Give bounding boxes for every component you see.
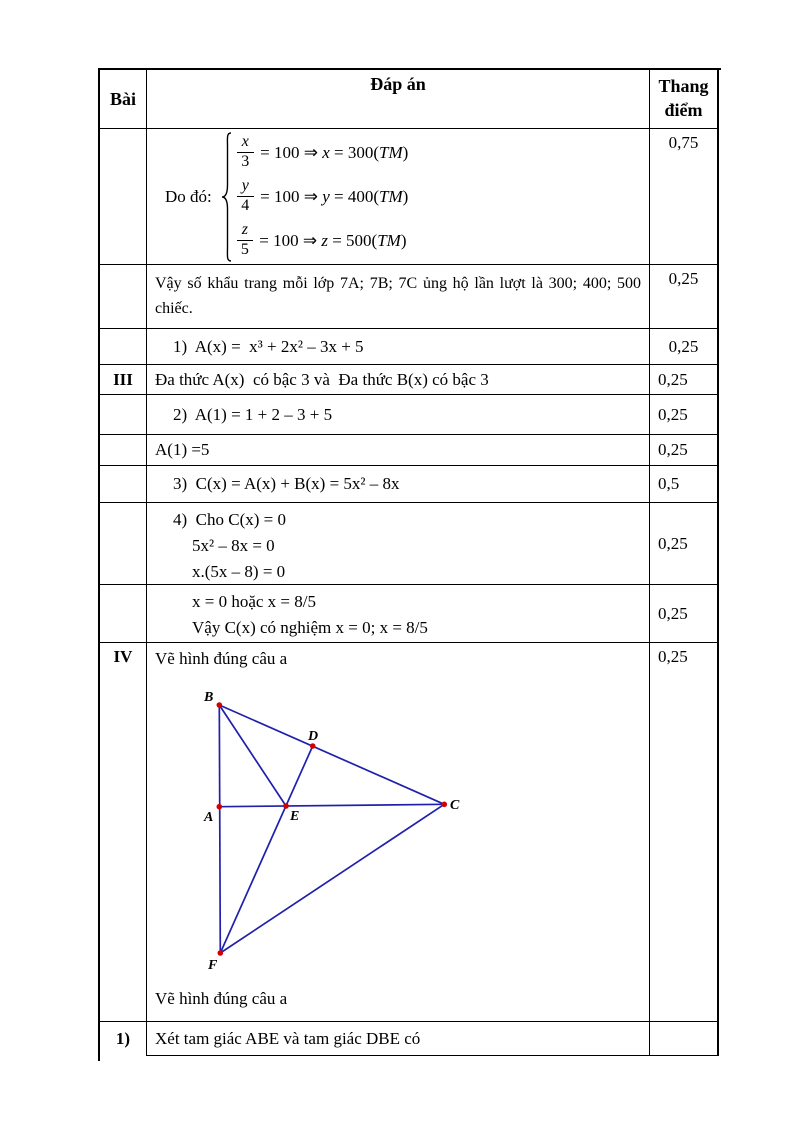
equation-variable: z xyxy=(321,230,328,250)
equation-tm: TM xyxy=(377,230,401,250)
equation-close: ) xyxy=(400,230,407,250)
score-cell xyxy=(650,466,719,503)
poly-a-cell xyxy=(147,329,650,365)
point-C xyxy=(442,802,448,808)
fraction-numerator: x xyxy=(237,134,254,153)
figure-cell xyxy=(147,643,650,1022)
triangles-cell xyxy=(147,1022,650,1056)
score-value: 0,25 xyxy=(658,647,688,666)
a-equals-5-cell xyxy=(147,435,650,466)
equation-close: ) xyxy=(402,142,409,162)
point-A xyxy=(217,804,223,810)
c-of-x-text: 3) C(x) = A(x) + B(x) = 5x² – 8x xyxy=(173,474,400,493)
equation-result: = 500( xyxy=(327,230,378,250)
equation-tm: TM xyxy=(379,142,403,162)
equation-variable: x xyxy=(322,142,330,162)
score-value: 0,5 xyxy=(658,474,680,493)
row-equation-system xyxy=(100,129,721,265)
answer-key-table xyxy=(98,68,721,1056)
equation-line-x xyxy=(237,131,409,175)
table-header-row xyxy=(100,70,721,129)
roots-line1: x = 0 hoặc x = 8/5 xyxy=(192,592,316,611)
score-cell xyxy=(650,365,719,395)
row-c-of-x xyxy=(100,466,721,503)
degree-cell xyxy=(147,365,650,395)
row-conclusion xyxy=(100,265,721,329)
point-label-D: D xyxy=(308,729,319,744)
equation-result: = 300( xyxy=(329,142,379,162)
bai-label: 1) xyxy=(115,1029,131,1048)
table-left-border-stub xyxy=(98,1054,100,1061)
triangles-text: Xét tam giác ABE và tam giác DBE có xyxy=(155,1028,421,1048)
solve-cell xyxy=(147,503,650,585)
fraction-denominator: 4 xyxy=(241,197,250,214)
fraction-denominator: 5 xyxy=(240,241,249,258)
roots-cell xyxy=(147,585,650,643)
score-value: 0,25 xyxy=(658,603,688,623)
score-value: 0,75 xyxy=(668,133,699,152)
score-value: 0,25 xyxy=(658,404,688,424)
row-figure xyxy=(100,643,721,1022)
equation-system-cell xyxy=(147,129,650,265)
point-label-A: A xyxy=(204,810,214,825)
score-cell xyxy=(650,329,719,365)
c-of-x-cell xyxy=(147,466,650,503)
bai-cell-empty xyxy=(100,585,147,643)
bai-cell-empty xyxy=(100,329,147,365)
a-equals-5-text: A(1) =5 xyxy=(155,440,210,459)
score-cell xyxy=(650,395,719,435)
row-degree xyxy=(100,365,721,395)
bai-cell-1 xyxy=(100,1022,147,1056)
row-triangles xyxy=(100,1022,721,1056)
bai-cell-empty xyxy=(100,265,147,329)
equation-tm: TM xyxy=(379,186,403,206)
equation-mid: = 100 ⇒ xyxy=(255,142,323,162)
conclusion-line2: chiếc. xyxy=(155,300,193,317)
fraction-y-4 xyxy=(237,178,254,215)
fraction-numerator: y xyxy=(237,178,254,197)
bai-cell-empty xyxy=(100,466,147,503)
figure-wrapper xyxy=(161,682,649,980)
row-a-equals-5 xyxy=(100,435,721,466)
score-value: 0,25 xyxy=(668,269,699,288)
equation-lead-text: Do đó: xyxy=(165,186,212,206)
figure-caption-top: Vẽ hình đúng câu a xyxy=(155,649,288,668)
row-solve xyxy=(100,503,721,585)
bai-label: III xyxy=(113,369,133,389)
fraction-denominator: 3 xyxy=(241,153,250,170)
point-label-F: F xyxy=(208,958,218,973)
equation-mid: = 100 ⇒ xyxy=(254,230,322,250)
geometry-figure xyxy=(161,682,491,980)
curly-brace-icon xyxy=(219,131,233,263)
equation-mid: = 100 ⇒ xyxy=(255,186,323,206)
fraction-x-3 xyxy=(237,134,254,171)
bai-cell-empty xyxy=(100,129,147,265)
degree-text: Đa thức A(x) có bậc 3 và Đa thức B(x) có bậc 3 xyxy=(155,369,489,389)
header-cell-dapan xyxy=(147,70,650,129)
equation-line-y xyxy=(237,175,409,219)
conclusion-cell xyxy=(147,265,650,329)
equation-line-z xyxy=(237,219,409,263)
bai-cell-empty xyxy=(100,395,147,435)
point-F xyxy=(218,950,224,956)
score-value: 0,25 xyxy=(668,336,699,356)
row-roots xyxy=(100,585,721,643)
solve-line1: 4) Cho C(x) = 0 xyxy=(173,510,286,529)
equation-close: ) xyxy=(402,186,409,206)
figure-caption-bottom: Vẽ hình đúng câu a xyxy=(155,989,288,1008)
score-cell xyxy=(650,129,719,265)
point-D xyxy=(310,743,316,749)
point-E xyxy=(283,803,289,809)
header-dapan-label: Đáp án xyxy=(370,74,426,94)
a-of-1-cell xyxy=(147,395,650,435)
point-label-E: E xyxy=(290,809,300,824)
fraction-z-5 xyxy=(237,222,253,259)
header-bai-label: Bài xyxy=(109,88,136,109)
bai-cell-empty xyxy=(100,435,147,466)
header-cell-thang-diem xyxy=(650,70,719,129)
conclusion-line1: Vậy số khẩu trang mỗi lớp 7A; 7B; 7C ủng hộ lần lượt là 300; 400; 500 xyxy=(155,275,641,292)
point-B xyxy=(217,702,223,708)
line-BF xyxy=(219,705,220,953)
fraction-numerator: z xyxy=(237,222,253,241)
row-a-of-1 xyxy=(100,395,721,435)
score-cell xyxy=(650,435,719,466)
solve-line2: 5x² – 8x = 0 xyxy=(192,536,275,555)
curly-brace xyxy=(219,131,233,263)
point-label-B: B xyxy=(204,690,214,705)
score-value: 0,25 xyxy=(658,369,688,389)
score-cell xyxy=(650,1022,719,1056)
line-AC xyxy=(219,804,444,806)
solve-line3: x.(5x – 8) = 0 xyxy=(192,562,286,581)
row-poly-a xyxy=(100,329,721,365)
bai-cell-iv xyxy=(100,643,147,1022)
roots-line2: Vậy C(x) có nghiệm x = 0; x = 8/5 xyxy=(192,618,428,637)
score-value: 0,25 xyxy=(658,440,688,459)
header-thang-diem-label: Thang điểm xyxy=(658,76,709,120)
score-value: 0,25 xyxy=(658,533,688,553)
bai-cell-iii xyxy=(100,365,147,395)
bai-label: IV xyxy=(113,647,133,666)
score-cell xyxy=(650,503,719,585)
poly-a-text: 1) A(x) = x³ + 2x² – 3x + 5 xyxy=(173,336,364,356)
score-cell xyxy=(650,585,719,643)
bai-cell-empty xyxy=(100,503,147,585)
score-cell xyxy=(650,643,719,1022)
equation-stack xyxy=(237,131,409,263)
equation-result: = 400( xyxy=(329,186,379,206)
a-of-1-text: 2) A(1) = 1 + 2 – 3 + 5 xyxy=(173,404,333,424)
equation-variable: y xyxy=(322,186,330,206)
header-cell-bai xyxy=(100,70,147,129)
point-label-C: C xyxy=(450,798,460,813)
score-cell xyxy=(650,265,719,329)
